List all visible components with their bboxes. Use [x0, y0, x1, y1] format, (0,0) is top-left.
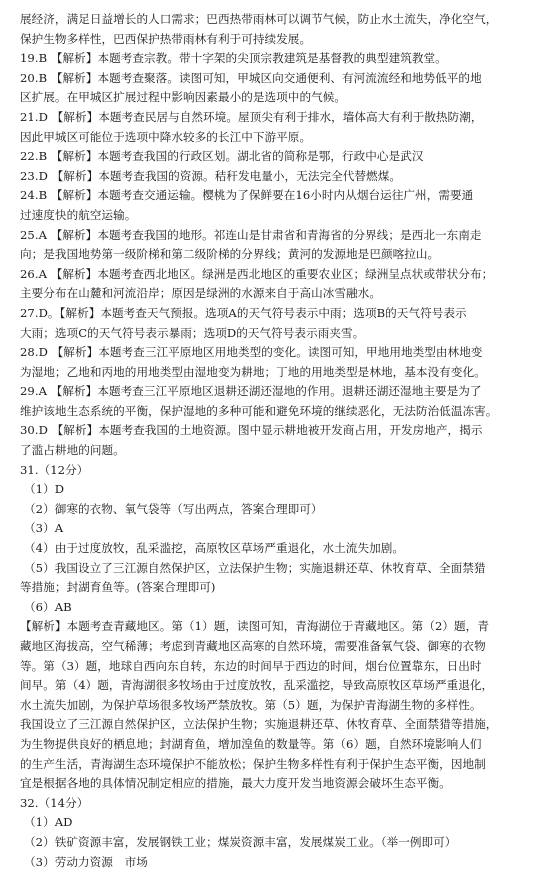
text-line: 主要分布在山麓和河流沿岸；原因是绿洲的水源来自于高山冰雪融水。 — [20, 286, 381, 301]
text-line: 间早。第（4）题，青海湖很多牧场由于过度放牧，乱采滥挖，导致高原牧区草场严重退化， — [20, 678, 494, 693]
text-line: 水土流失加剧，为保护草场很多牧场严禁放牧。第（5）题，为保护青海湖生物的多样性。 — [20, 697, 482, 712]
text-line: 为生物提供良好的栖息地；封湖育鱼，增加湟鱼的数量等。第（6）题，自然环境影响人们 — [20, 736, 482, 751]
answer-line: （2）铁矿资源丰富，发展钢铁工业；煤炭资源丰富，发展煤炭工业。（举一例即可） — [24, 834, 457, 849]
text-line: 保护生物多样性，巴西保护热带雨林有利于可持续发展。 — [20, 31, 312, 46]
text-line: 因此甲城区可能位于选项中降水较多的长江中下游平原。 — [20, 129, 312, 144]
text-line: 28.D 【解析】本题考查三江平原地区用地类型的变化。读图可知，甲地用地类型由林地变 — [20, 345, 483, 360]
text-line: 29.A 【解析】本题考查三江平原地区退耕还湖还湿地的作用。退耕还湖还湿地主要是为了 — [20, 384, 482, 399]
analysis-line: 【解析】本题考查青藏地区。第（1）题，读图可知，青海湖位于青藏地区。第（2）题，青 — [20, 619, 489, 634]
answer-line: （3）A — [24, 521, 64, 536]
text-line: 22.B 【解析】本题考查我国的行政区划。湖北省的简称是鄂，行政中心是武汉 — [20, 149, 424, 164]
question-heading: 32.（14分） — [20, 795, 89, 810]
text-line: 21.D 【解析】本题考查民居与自然环境。屋顶尖有利于排水，墙体高大有利于散热防潮， — [20, 109, 483, 124]
text-line: 维护该地生态系统的平衡，保护湿地的多种可能和避免环境的继续恶化，无法防治低温冻害。 — [20, 403, 498, 418]
answer-line: （5）我国设立了三江源自然保护区，立法保护生物；实施退耕还草、休牧育草、全面禁猎 — [24, 560, 486, 575]
text-line: 19.B 【解析】本题考查宗教。带十字架的尖顶宗教建筑是基督教的典型建筑教堂。 — [20, 51, 447, 66]
text-line: 30.D 【解析】本题考查我国的土地资源。图中显示耕地被开发商占用，开发房地产，揭示 — [20, 423, 483, 438]
text-line: 25.A 【解析】本题考查我国的地形。祁连山是甘肃省和青海省的分界线；是西北一东南走 — [20, 227, 482, 242]
text-line: 23.D 【解析】本题考查我国的资源。秸秆发电量小，无法完全代替燃煤。 — [20, 168, 401, 183]
question-heading: 31.（12分） — [20, 462, 89, 477]
text-line: 26.A 【解析】本题考查西北地区。绿洲是西北地区的重要农业区；绿洲呈点状或带状分布； — [20, 266, 494, 281]
text-line: 区扩展。在甲城区扩展过程中影响因素最小的是选项中的气候。 — [20, 90, 347, 105]
text-line: 宜是根据各地的具体情况制定相应的措施，最大力度开发当地资源会破坏生态平衡。 — [20, 776, 451, 791]
answer-line: （2）御寒的衣物、氧气袋等（写出两点，答案合理即可） — [24, 501, 323, 516]
text-line: 的生产生活，青海湖生态环境保护不能放松；保护生物多样性有利于保护生态平衡，因地制 — [20, 756, 486, 771]
answer-line: （6）AB — [24, 599, 72, 614]
text-line: 展经济，满足日益增长的人口需求；巴西热带雨林可以调节气候，防止水土流失，净化空气， — [20, 12, 498, 26]
text-line: 藏地区海拔高，空气稀薄；考虑到青藏地区高寒的自然环境，需要准备氧气袋、御寒的衣物 — [20, 639, 486, 653]
text-line: 20.B 【解析】本题考查聚落。读图可知，甲城区向交通便利、有河流流经和地势低平的地 — [20, 70, 482, 85]
text-line: 了滥占耕地的问题。 — [20, 443, 125, 458]
text-line: 我国设立了三江源自然保护区，立法保护生物；实施退耕还草、休牧育草、全面禁猎等措施， — [20, 717, 498, 732]
text-line: 24.B 【解析】本题考查交通运输。樱桃为了保鲜要在16小时内从烟台运往广州，需要通 — [20, 188, 474, 203]
text-line: 向；是我国地势第一级阶梯和第二级阶梯的分界线；黄河的发源地是巴颜喀拉山。 — [20, 247, 440, 262]
text-line: 过速度快的航空运输。 — [20, 207, 137, 222]
text-line: 为湿地；乙地和丙地的用地类型由湿地变为耕地；丁地的用地类型是林地，基本没有变化。 — [20, 364, 486, 379]
text-line: 27.D。【解析】本题考查天气预报。选项A的天气符号表示中雨；选项B的天气符号表示 — [20, 305, 467, 320]
answer-line: （1）D — [24, 482, 65, 497]
answer-line: （3）劳动力资源 市场 — [24, 854, 148, 869]
answer-line: （4）由于过度放牧，乱采滥挖，高原牧区草场严重退化，水土流失加剧。 — [24, 541, 405, 556]
text-line: 大雨；选项C的天气符号表示暴雨；选项D的天气符号表示雨夹雪。 — [20, 325, 365, 340]
answer-line: （1）AD — [24, 815, 73, 830]
text-line: 等措施；封湖育鱼等。(答案合理即可) — [20, 580, 216, 595]
text-line: 等。第（3）题，地球自西向东自转，东边的时间早于西边的时间，烟台位置靠东，日出时 — [20, 658, 482, 673]
